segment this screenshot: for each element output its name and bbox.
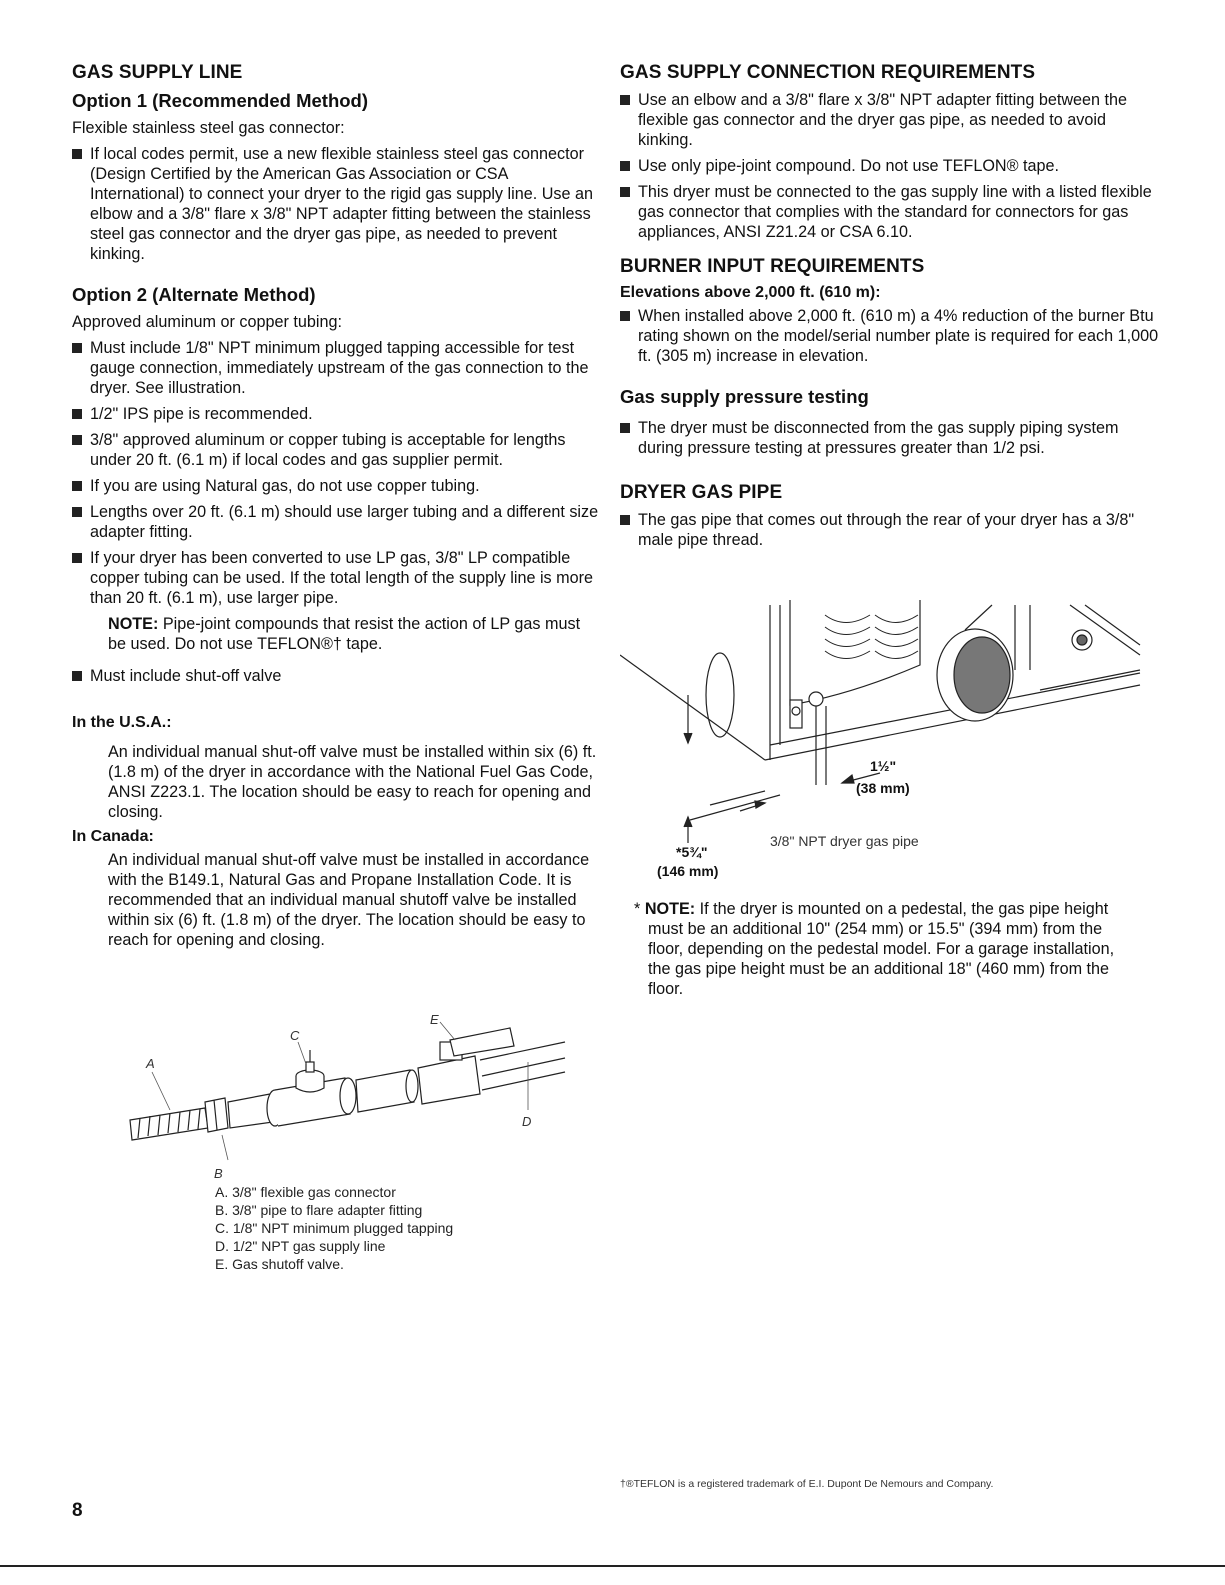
list-item: Must include 1/8" NPT minimum plugged tapping accessible for test gauge connection, immediately upstream of the gas connection to the dryer. See illustration. bbox=[72, 338, 600, 398]
pedestal-note bbox=[634, 899, 1134, 999]
list-item: When installed above 2,000 ft. (610 m) a 4% reduction of the burner Btu rating shown on the model/serial number plate is required for each 1,000 ft. (305 m) increase in elevation. bbox=[620, 306, 1160, 366]
right-column bbox=[620, 62, 1160, 556]
diagram-label-a: A bbox=[146, 1056, 155, 1071]
lp-note-label: NOTE: bbox=[108, 615, 159, 633]
option1-intro: Flexible stainless steel gas connector: bbox=[72, 119, 345, 137]
list-item: The gas pipe that comes out through the rear of your dryer has a 3/8" male pipe thread. bbox=[620, 510, 1160, 550]
option2-title: Option 2 (Alternate Method) bbox=[72, 284, 316, 305]
teflon-footnote: †®TEFLON is a registered trademark of E.I. Dupont De Nemours and Company. bbox=[620, 1478, 994, 1490]
height-label-inches: *5¾" bbox=[676, 844, 708, 860]
bottom-rule bbox=[0, 1565, 1225, 1567]
legend-item-d: D. 1/2" NPT gas supply line bbox=[215, 1238, 386, 1254]
list-item: This dryer must be connected to the gas supply line with a listed flexible gas connector that complies with the standard for connectors for gas appliances, ANSI Z21.24 or CSA 6.10. bbox=[620, 182, 1160, 242]
legend-item-b: B. 3/8" pipe to flare adapter fitting bbox=[215, 1202, 423, 1218]
list-item: If your dryer has been converted to use LP gas, 3/8" LP compatible copper tubing can be used. If the total length of the supply line is more than 20 ft. (6.1 m), use larger pipe. bbox=[72, 548, 600, 608]
burner-input-heading: BURNER INPUT REQUIREMENTS bbox=[620, 256, 925, 277]
shutoff-list bbox=[72, 666, 600, 686]
list-item: If local codes permit, use a new flexible stainless steel gas connector (Design Certified by the American Gas Association or CSA International) to connect your dryer to the rigid gas supply line. Use an elbow and a 3/8" flare x 3/8" NPT adapter fitting between the stainless steel gas connector and the dryer gas pipe, as needed to prevent kinking. bbox=[72, 144, 600, 264]
pipe-list bbox=[620, 510, 1160, 550]
page-number: 8 bbox=[72, 1500, 83, 1521]
list-item: Must include shut-off valve bbox=[72, 666, 600, 686]
left-column bbox=[72, 62, 600, 956]
diagram-legend bbox=[215, 1183, 453, 1273]
connection-list bbox=[620, 90, 1160, 242]
dim-label-inches: 1½" bbox=[870, 758, 897, 774]
option1-title: Option 1 (Recommended Method) bbox=[72, 90, 368, 111]
dim-label-mm: (38 mm) bbox=[856, 780, 910, 796]
list-item: 3/8" approved aluminum or copper tubing is acceptable for lengths under 20 ft. (6.1 m) if local codes and gas supplier permit. bbox=[72, 430, 600, 470]
list-item: The dryer must be disconnected from the gas supply piping system during pressure testing at pressures greater than 1/2 psi. bbox=[620, 418, 1160, 458]
usa-title: In the U.S.A.: bbox=[72, 714, 172, 731]
option2-list bbox=[72, 338, 600, 608]
pressure-list bbox=[620, 418, 1160, 458]
height-label-mm: (146 mm) bbox=[657, 863, 719, 879]
diagram-label-b: B bbox=[214, 1166, 223, 1180]
star-note-label: NOTE: bbox=[644, 900, 696, 918]
dryer-rear-illustration bbox=[620, 600, 1140, 843]
canada-title: In Canada: bbox=[72, 828, 154, 845]
pressure-testing-heading: Gas supply pressure testing bbox=[620, 386, 869, 407]
burner-list bbox=[620, 306, 1160, 366]
dryer-gas-pipe-heading: DRYER GAS PIPE bbox=[620, 482, 783, 503]
star-note-text: If the dryer is mounted on a pedestal, the gas pipe height must be an additional 10" (254 mm) or 15.5" (394 mm) from the floor, depending on the pedestal model. For a garage installation, the gas pipe height must be an additional 18" (460 mm) from the floor. bbox=[648, 900, 1115, 998]
diagram-label-e: E bbox=[430, 1012, 439, 1027]
list-item: Lengths over 20 ft. (6.1 m) should use larger tubing and a different size adapter fitting. bbox=[72, 502, 600, 542]
option1-list bbox=[72, 144, 600, 264]
gas-connector-diagram bbox=[110, 1010, 580, 1180]
lp-note-text: Pipe-joint compounds that resist the action of LP gas must be used. Do not use TEFLON®† tape. bbox=[108, 615, 581, 653]
legend-item-e: E. Gas shutoff valve. bbox=[215, 1256, 344, 1272]
burner-subheading: Elevations above 2,000 ft. (610 m): bbox=[620, 284, 881, 301]
list-item: Use an elbow and a 3/8" flare x 3/8" NPT adapter fitting between the flexible gas connector and the dryer gas pipe, as needed to avoid kinking. bbox=[620, 90, 1160, 150]
list-item: 1/2" IPS pipe is recommended. bbox=[72, 404, 600, 424]
legend-item-c: C. 1/8" NPT minimum plugged tapping bbox=[215, 1220, 454, 1236]
lp-note bbox=[72, 614, 600, 654]
list-item: Use only pipe-joint compound. Do not use TEFLON® tape. bbox=[620, 156, 1160, 176]
canada-text: An individual manual shut-off valve must be installed in accordance with the B149.1, Natural Gas and Propane Installation Code. It is recommended that an individual manual shutoff valve be installed within six (6) ft. (1.8 m) of the dryer. The location should be easy to reach for opening and closing. bbox=[108, 851, 590, 949]
option2-intro: Approved aluminum or copper tubing: bbox=[72, 313, 342, 331]
legend-item-a: A. 3/8" flexible gas connector bbox=[215, 1184, 396, 1200]
dryer-gas-pipe-diagram bbox=[620, 595, 1160, 885]
star-prefix: * bbox=[634, 900, 645, 918]
pipe-label: 3/8" NPT dryer gas pipe bbox=[770, 833, 919, 849]
diagram-label-d: D bbox=[522, 1114, 532, 1129]
list-item: If you are using Natural gas, do not use copper tubing. bbox=[72, 476, 600, 496]
gas-supply-line-heading: GAS SUPPLY LINE bbox=[72, 62, 243, 83]
diagram-label-c: C bbox=[290, 1028, 300, 1043]
usa-text: An individual manual shut-off valve must be installed within six (6) ft. (1.8 m) of the dryer in accordance with the National Fuel Gas Code, ANSI Z223.1. The location should be easy to reach for opening and closing. bbox=[108, 743, 597, 821]
flexible-connector-illustration bbox=[130, 1028, 565, 1140]
connection-requirements-heading: GAS SUPPLY CONNECTION REQUIREMENTS bbox=[620, 62, 1036, 83]
